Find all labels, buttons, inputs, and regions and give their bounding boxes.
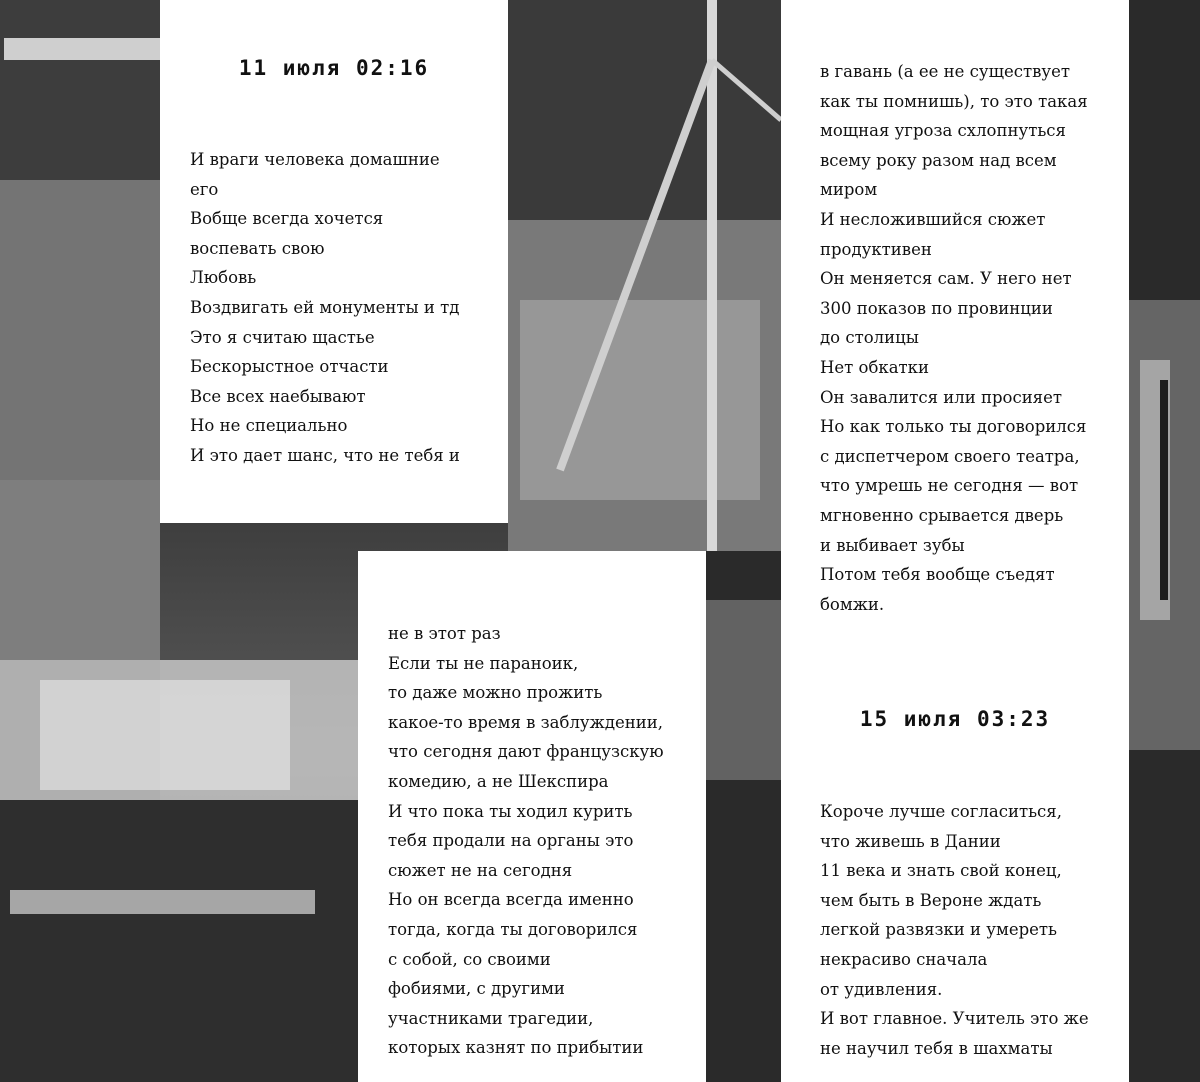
text-line: чем быть в Вероне ждать bbox=[820, 890, 1042, 910]
text-line: которых казнят по прибытии bbox=[388, 1038, 644, 1058]
text-line: продуктивен bbox=[820, 239, 932, 259]
entry-panel-1 bbox=[160, 0, 508, 523]
text-line: Это я считаю щастье bbox=[190, 327, 375, 347]
text-line: его bbox=[190, 179, 219, 199]
text-line: Если ты не параноик, bbox=[388, 653, 579, 673]
entry-date-heading: 11 июля 02:16 bbox=[238, 56, 430, 80]
text-line: то даже можно прожить bbox=[388, 683, 603, 703]
text-line: И это дает шанс, что не тебя и bbox=[190, 445, 460, 465]
text-line: Короче лучше согласиться, bbox=[820, 802, 1062, 821]
entry-text bbox=[190, 145, 460, 471]
text-line: Он завалится или просияет bbox=[820, 387, 1062, 407]
text-line: мощная угроза схлопнуться bbox=[820, 121, 1066, 141]
entry-date-heading: 15 июля 03:23 bbox=[859, 707, 1051, 731]
text-line: что умрешь не сегодня — вот bbox=[820, 476, 1079, 496]
text-line: легкой развязки и умереть bbox=[820, 920, 1058, 940]
text-line: с собой, со своими bbox=[388, 949, 551, 969]
entry-text bbox=[388, 619, 664, 1063]
text-line: не научил тебя в шахматы bbox=[820, 1038, 1053, 1058]
text-line: тебя продали на органы это bbox=[388, 831, 634, 851]
text-line: Потом тебя вообще съедят bbox=[820, 565, 1055, 585]
text-line: Вобще всегда хочется bbox=[190, 209, 384, 229]
text-line: Воздвигать ей монументы и тд bbox=[190, 297, 460, 317]
text-line: не в этот раз bbox=[388, 624, 501, 643]
text-line: участниками трагедии, bbox=[388, 1008, 594, 1028]
text-line: 11 века и знать свой конец, bbox=[820, 861, 1062, 881]
text-line: Но не специально bbox=[190, 416, 348, 436]
entry-panel-3 bbox=[781, 0, 1129, 1082]
text-line: Все всех наебывают bbox=[190, 386, 366, 406]
text-line: бомжи. bbox=[820, 594, 885, 614]
text-line: Бескорыстное отчасти bbox=[190, 357, 389, 377]
text-line: мгновенно срывается дверь bbox=[820, 505, 1064, 525]
text-line: как ты помнишь), то это такая bbox=[820, 91, 1088, 111]
text-line: сюжет не на сегодня bbox=[388, 860, 573, 880]
entry-text bbox=[820, 797, 1089, 1063]
entry-text bbox=[820, 57, 1088, 619]
text-line: тогда, когда ты договорился bbox=[388, 919, 638, 939]
text-line: в гавань (а ее не существует bbox=[820, 62, 1070, 81]
entry-panel-2 bbox=[358, 551, 706, 1082]
text-line: миром bbox=[820, 180, 878, 200]
text-line: Но он всегда всегда именно bbox=[388, 890, 634, 910]
text-line: И враги человека домашние bbox=[190, 150, 440, 169]
text-line: воспевать свою bbox=[190, 238, 325, 258]
text-line: И вот главное. Учитель это же bbox=[820, 1009, 1089, 1029]
text-line: от удивления. bbox=[820, 979, 943, 999]
text-line: всему року разом над всем bbox=[820, 150, 1057, 170]
text-line: и выбивает зубы bbox=[820, 535, 965, 555]
text-line: что живешь в Дании bbox=[820, 831, 1001, 851]
text-line: до столицы bbox=[820, 328, 919, 348]
text-line: И что пока ты ходил курить bbox=[388, 801, 633, 821]
text-line: фобиями, с другими bbox=[388, 979, 565, 999]
text-line: Но как только ты договорился bbox=[820, 417, 1087, 437]
text-line: И несложившийся сюжет bbox=[820, 209, 1046, 229]
text-line: Любовь bbox=[190, 268, 257, 288]
text-line: с диспетчером своего театра, bbox=[820, 446, 1080, 466]
text-line: Нет обкатки bbox=[820, 357, 929, 377]
text-line: Он меняется сам. У него нет bbox=[820, 269, 1072, 289]
text-line: комедию, а не Шекспира bbox=[388, 771, 609, 791]
text-line: некрасиво сначала bbox=[820, 949, 988, 969]
text-line: 300 показов по провинции bbox=[820, 298, 1053, 318]
text-line: что сегодня дают французскую bbox=[388, 742, 664, 762]
text-line: какое-то время в заблуждении, bbox=[388, 712, 663, 732]
